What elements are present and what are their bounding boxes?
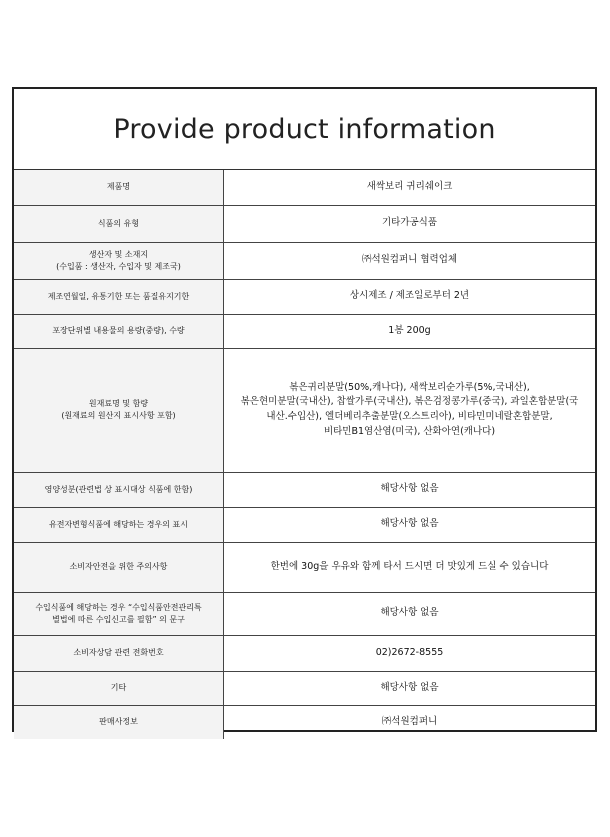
title-box xyxy=(14,89,595,170)
row-value-import: 해당사항 없음 xyxy=(224,592,596,635)
product-info-sheet xyxy=(12,87,597,732)
table-row xyxy=(14,705,595,739)
row-value-etc: 해당사항 없음 xyxy=(224,671,596,705)
row-value-nutrition: 해당사항 없음 xyxy=(224,472,596,507)
row-label-seller: 판매사정보 xyxy=(14,705,224,739)
table-row xyxy=(14,170,595,205)
table-row xyxy=(14,279,595,314)
row-label-ingredients: 원재료명 및 함량 (원재료의 원산지 표시사항 포함) xyxy=(14,348,224,472)
row-label-product-name: 제품명 xyxy=(14,170,224,205)
table-row xyxy=(14,507,595,542)
row-label-expiry: 제조연월일, 유통기한 또는 품질유지기한 xyxy=(14,279,224,314)
row-label-food-type: 식품의 유형 xyxy=(14,205,224,242)
table-row xyxy=(14,592,595,635)
row-value-caution: 한번에 30g을 우유와 함께 타서 드시면 더 맛있게 드실 수 있습니다 xyxy=(224,542,596,592)
row-value-expiry: 상시제조 / 제조일로부터 2년 xyxy=(224,279,596,314)
table-row xyxy=(14,348,595,472)
row-value-producer: ㈜석원컴퍼니 협력업체 xyxy=(224,242,596,279)
row-value-capacity: 1봉 200g xyxy=(224,314,596,348)
table-row xyxy=(14,242,595,279)
table-row xyxy=(14,635,595,671)
row-label-import: 수입식품에 해당하는 경우 “수입식품안전관리특 별법에 따른 수입신고를 필함” 의 문구 xyxy=(14,592,224,635)
info-table xyxy=(14,170,595,739)
page-title: Provide product information xyxy=(113,113,496,145)
row-label-gmo: 유전자변형식품에 해당하는 경우의 표시 xyxy=(14,507,224,542)
row-value-seller: ㈜석원컴퍼니 xyxy=(224,705,596,739)
table-row xyxy=(14,205,595,242)
row-label-producer: 생산자 및 소재지 (수입품 : 생산자, 수입자 및 제조국) xyxy=(14,242,224,279)
row-value-food-type: 기타가공식품 xyxy=(224,205,596,242)
table-row xyxy=(14,542,595,592)
row-value-product-name: 새싹보리 귀리쉐이크 xyxy=(366,181,453,193)
table-row xyxy=(14,671,595,705)
table-row xyxy=(14,472,595,507)
row-label-nutrition: 영양성분(관련법 상 표시대상 식품에 한함) xyxy=(14,472,224,507)
row-value-gmo: 해당사항 없음 xyxy=(224,507,596,542)
table-row xyxy=(14,314,595,348)
row-value-ingredients: 볶은귀리분말(50%,캐나다), 새싹보리순가루(5%,국내산), 볶은현미분말(국내산), 찹쌀가루(국내산), 볶은검정콩가루(중국), 과일혼합분말(국 내산.수입산), 엘더베리추출분말(오스트리아), 비타민미네랄혼합분말, 비타민B1염산염(미국), 산화아연(캐나다) xyxy=(224,348,596,472)
row-label-caution: 소비자안전을 위한 주의사항 xyxy=(14,542,224,592)
row-label-etc: 기타 xyxy=(14,671,224,705)
row-label-capacity: 포장단위별 내용물의 용량(중량), 수량 xyxy=(14,314,224,348)
row-value-phone: 02)2672-8555 xyxy=(224,635,596,671)
row-label-phone: 소비자상담 관련 전화번호 xyxy=(14,635,224,671)
